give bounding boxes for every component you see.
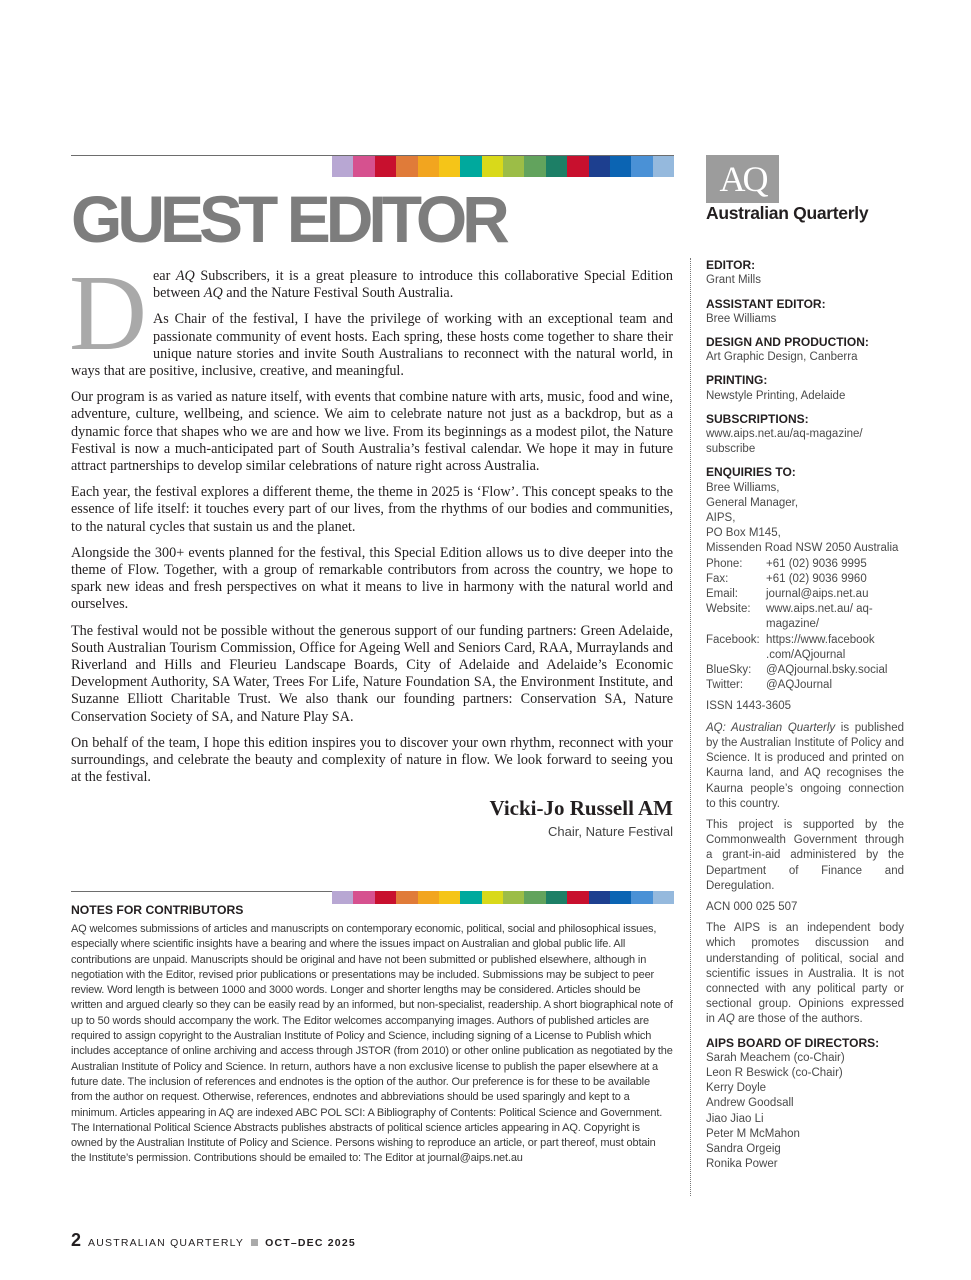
stripe-segment (375, 156, 396, 177)
article-paragraph: As Chair of the festival, I have the privilege of working with an exceptional team and passionate community of event hosts. Each spring, these hosts come together to share their unique nature stories and invite South Australians to reconnect with the natural world, in ways that are positive, inclusive, creative, and meaningful. (71, 311, 673, 380)
stripe-segment (418, 891, 439, 904)
stripe-segment (353, 156, 374, 177)
stripe-segment (653, 891, 674, 904)
stripe-segment (631, 891, 652, 904)
editorial-article (69, 254, 673, 840)
stripe-segment (567, 156, 588, 177)
about-rest: is published by the Australian Institute of Policy and Science. It is produced and printed on Kaurna land, and AQ recognises the Kaurna people’s ongoing connection to this country. (706, 721, 904, 810)
stripe-segment (631, 156, 652, 177)
address-line: General Manager, (706, 496, 799, 509)
aips-text-italic: AQ (718, 1013, 735, 1026)
aq-logo: AQ (706, 155, 779, 203)
color-stripe-top (332, 156, 674, 177)
stripe-segment (567, 891, 588, 904)
color-stripe-bottom (332, 891, 674, 904)
design-value: Art Graphic Design, Canberra (706, 351, 858, 364)
stripe-segment (439, 891, 460, 904)
magazine-name: Australian Quarterly (706, 203, 869, 223)
contact-key: BlueSky: (706, 664, 752, 677)
enquiries-address (706, 481, 904, 557)
stripe-segment (589, 156, 610, 177)
board-member: Kerry Doyle (706, 1082, 767, 1095)
contact-key: Fax: (706, 572, 729, 585)
stripe-segment (524, 891, 545, 904)
page-title: GUEST EDITOR (71, 182, 505, 256)
stripe-segment (418, 156, 439, 177)
italic-run: AQ (203, 285, 223, 302)
contact-value[interactable]: @AQjournal.bsky.social (766, 664, 888, 677)
article-paragraph: Each year, the festival explores a different theme, the theme in 2025 is ‘Flow’. This concept speaks to the essence of life itself: it touches every part of our lives, from the rhythms of our bodies and communities, to the natural cycles that sustain us and the planet. (71, 484, 673, 535)
stripe-segment (546, 156, 567, 177)
contact-list (706, 557, 904, 694)
contact-value[interactable]: @AQJournal (766, 679, 833, 692)
about-title: AQ: Australian Quarterly (706, 721, 836, 734)
issue-date: OCT–DEC 2025 (265, 1237, 356, 1249)
contact-row (706, 587, 904, 602)
editor-name: Grant Mills (706, 274, 761, 287)
stripe-segment (610, 891, 631, 904)
stripe-segment (332, 156, 353, 177)
article-paragraph: Our program is as varied as nature itself, with events that combine nature with arts, music, food and wine, adventure, culture, wellbeing, and science. We aim to celebrate nature not just as a backdrop, but as a dynamic force that shapes who we are and how we live. From its beginnings as a modest pilot, the Nature Festival is now a much-anticipated part of South Australia’s festival calendar. We hope it may in future attract partnerships to develop similar celebrations of nature right across Australia. (71, 389, 673, 475)
contact-row (706, 557, 904, 572)
acn: ACN 000 025 507 (706, 900, 798, 913)
contact-value[interactable]: +61 (02) 9036 9995 (766, 557, 867, 570)
contact-row (706, 633, 904, 663)
contact-value[interactable]: https://www.facebook .com/AQjournal (766, 633, 875, 661)
notes-body: AQ welcomes submissions of articles and manuscripts on contemporary economic, political, social and philosophical issues, especially where scientific insights have a bearing and where the issues impact on Australian and global public life. All contributions are unpaid. Manuscripts should be original and have not been submitted or published elsewhere, although in negotiation with the Editor, revised prior publications or presentations may be included. Submissions may be subject to peer review. Word length is between 1000 and 3000 words. Longer and shorter lengths may be considered. Articles should be written and argued clearly so they can be easily read by an informed, but non-specialist, readership. A short biographical note of up to 50 words should accompany the work. The Editor welcomes accompanying images. Authors of published articles are required to assign copyright to the Australian Institute of Policy and Science, including signing of a License to Publish which includes acceptance of online archiving and access through JSTOR (from 2010) or other online publication as negotiated by the Australian Institute of Policy and Science. In return, authors have a non exclusive license to publish the paper elsewhere at a future date. The inclusion of references and endnotes is the option of the author. Our preference is for these to be available from the author on request. Otherwise, references, endnotes and abbreviations should be used sparingly and kept to a minimum. Articles appearing in AQ are indexed ABC POL SCI: A Bibliography of Contents: Political Science and Government. The International Political Science Abstracts publishes abstracts of political science articles appearing in AQ. Copyright is owned by the Australian Institute of Policy and Science. Persons wishing to reproduce an article, or part thereof, must obtain the Institute’s permission. Contributions should be emailed to: The Editor at journal@aips.net.au (71, 923, 673, 1165)
article-paragraph: The festival would not be possible without the generous support of our funding partners: Green Adelaide, South Australian Tourism Commission, Office for Ageing Well and Seniors Card, RAA, Murraylands and Riverland and Hills and Fleurieu Landscape Boards, City of Adelaide and Adelaide’s Economic Development Authority, SA Water, Trees For Life, Nature Foundation SA, the Environment Institute, and Suzanne Elliott Charitable Trust. We also thank our founding partners: Conservation SA, Nature Conservation Society of SA, and Nature Play SA. (71, 622, 673, 725)
board-member: Jiao Jiao Li (706, 1112, 764, 1125)
subscriptions-link[interactable] (706, 427, 904, 457)
stripe-segment (460, 891, 481, 904)
address-line: AIPS, (706, 512, 736, 525)
subscriptions-link-line1: www.aips.net.au/aq-magazine/ (706, 428, 863, 441)
printing-value: Newstyle Printing, Adelaide (706, 389, 846, 402)
stripe-segment (396, 891, 417, 904)
editor-label: EDITOR: (706, 258, 756, 273)
board-member: Sarah Meachem (co-Chair) (706, 1051, 845, 1064)
contact-row (706, 602, 904, 632)
publication-name: AUSTRALIAN QUARTERLY (88, 1237, 245, 1249)
aips-text-a: The AIPS is an independent body which promotes discussion and understanding of political, social and scientific issues in Australia. It is not connected with any political party or sectional group. Opinions expressed in (706, 922, 904, 1026)
contact-row (706, 678, 904, 693)
stripe-segment (396, 156, 417, 177)
article-paragraph: On behalf of the team, I hope this edition inspires you to discover your own rhythm, reconnect with your surroundings, and celebrate the beauty and complexity of nature in flow. We look forward to seeing you at the festival. (71, 734, 673, 786)
notes-heading: NOTES FOR CONTRIBUTORS (71, 903, 244, 917)
stripe-segment (482, 891, 503, 904)
about-text (706, 721, 904, 812)
aips-text-b: are those of the authors. (734, 1013, 863, 1026)
board-member: Andrew Goodsall (706, 1097, 794, 1110)
board-member: Sandra Orgeig (706, 1142, 781, 1155)
contact-row (706, 572, 904, 587)
support-text: This project is supported by the Commonwealth Government through a grant-in-aid administered by the Department of Finance and Deregulation. (706, 818, 904, 892)
issn: ISSN 1443-3605 (706, 700, 792, 713)
board-list (706, 1051, 904, 1173)
address-line: Missenden Road NSW 2050 Australia (706, 542, 899, 555)
board-member: Peter M McMahon (706, 1127, 800, 1140)
drop-cap: D (69, 254, 147, 373)
stripe-segment (439, 156, 460, 177)
stripe-segment (546, 891, 567, 904)
design-label: DESIGN AND PRODUCTION: (706, 335, 869, 350)
assistant-editor-name: Bree Williams (706, 312, 777, 325)
signature-name: Vicki-Jo Russell AM (489, 796, 673, 821)
masthead-sidebar (706, 155, 904, 1172)
italic-run: AQ (175, 268, 195, 284)
stripe-segment (482, 156, 503, 177)
aips-text (706, 921, 904, 1027)
contact-key: Twitter: (706, 679, 744, 692)
address-line: Bree Williams, (706, 481, 780, 494)
stripe-segment (332, 891, 353, 904)
assistant-editor-label: ASSISTANT EDITOR: (706, 296, 826, 311)
address-line: PO Box M145, (706, 527, 781, 540)
board-member: Ronika Power (706, 1158, 778, 1171)
contact-key: Email: (706, 588, 738, 601)
contact-key: Phone: (706, 557, 743, 570)
separator-square (251, 1239, 258, 1246)
enquiries-label: ENQUIRIES TO: (706, 465, 796, 480)
stripe-segment (375, 891, 396, 904)
stripe-segment (353, 891, 374, 904)
stripe-segment (610, 156, 631, 177)
signature-role: Chair, Nature Festival (548, 824, 673, 840)
stripe-segment (589, 891, 610, 904)
stripe-segment (460, 156, 481, 177)
article-paragraph: Alongside the 300+ events planned for the festival, this Special Edition allows us to dive deeper into the theme of Flow. Together, with a group of remarkable contributors from across the country, we hope to spark new ideas and fresh perspectives on what it means to live in harmony with the natural world and ourselves. (71, 544, 673, 613)
contact-value[interactable]: journal@aips.net.au (766, 588, 869, 601)
contact-value[interactable]: +61 (02) 9036 9960 (766, 572, 867, 585)
stripe-segment (524, 156, 545, 177)
board-member: Leon R Beswick (co-Chair) (706, 1066, 843, 1079)
stripe-segment (503, 891, 524, 904)
signature (71, 796, 673, 840)
page-footer (71, 1230, 356, 1251)
page-number: 2 (71, 1230, 82, 1250)
subscriptions-label: SUBSCRIPTIONS: (706, 411, 809, 426)
contact-key: Website: (706, 603, 751, 616)
printing-label: PRINTING: (706, 373, 768, 388)
column-divider (690, 258, 691, 1196)
board-label: AIPS BOARD OF DIRECTORS: (706, 1035, 880, 1050)
subscriptions-link-line2: subscribe (706, 443, 756, 456)
article-paragraph: Dear AQ Subscribers, it is a great pleasure to introduce this collaborative Special Edition between AQ and the Nature Festival South Australia. (69, 254, 673, 373)
contact-value[interactable]: www.aips.net.au/ aq-magazine/ (766, 603, 873, 631)
contact-key: Facebook: (706, 633, 760, 646)
stripe-segment (503, 156, 524, 177)
contact-row (706, 663, 904, 678)
stripe-segment (653, 156, 674, 177)
